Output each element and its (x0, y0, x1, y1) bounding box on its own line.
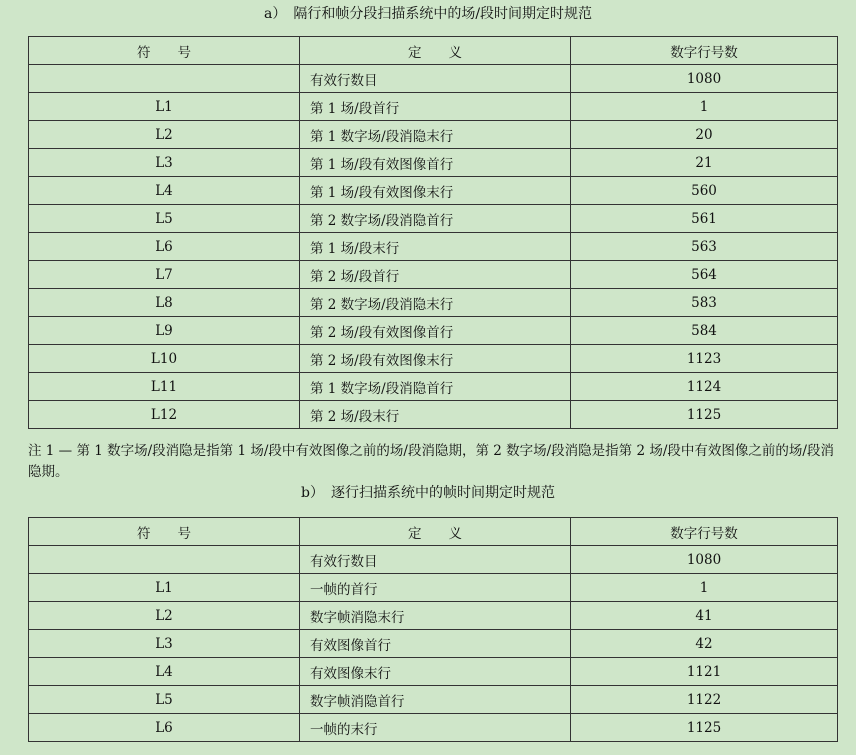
cell-symbol: L5 (29, 686, 300, 714)
table-row (29, 233, 838, 261)
cell-symbol (29, 546, 300, 574)
table-row (29, 289, 838, 317)
table-a-caption: a） 隔行和帧分段扫描系统中的场/段时间期定时规范 (263, 6, 593, 22)
cell-definition: 有效图像首行 (300, 630, 571, 658)
cell-symbol: L1 (29, 93, 300, 121)
table-row (29, 261, 838, 289)
cell-symbol: L12 (29, 401, 300, 429)
cell-definition: 第 2 场/段有效图像末行 (300, 345, 571, 373)
header-symbol: 符 号 (29, 518, 300, 546)
cell-symbol: L6 (29, 714, 300, 742)
cell-definition: 第 1 场/段末行 (300, 233, 571, 261)
cell-definition: 第 2 场/段末行 (300, 401, 571, 429)
cell-definition: 一帧的末行 (300, 714, 571, 742)
cell-line-number: 1121 (571, 658, 838, 686)
cell-symbol: L4 (29, 177, 300, 205)
table-row (29, 401, 838, 429)
cell-symbol: L7 (29, 261, 300, 289)
table-row (29, 658, 838, 686)
table-header-row (29, 518, 838, 546)
cell-definition: 数字帧消隐末行 (300, 602, 571, 630)
cell-line-number: 21 (571, 149, 838, 177)
cell-definition: 有效行数目 (300, 546, 571, 574)
table-row (29, 602, 838, 630)
cell-line-number: 1123 (571, 345, 838, 373)
cell-symbol: L5 (29, 205, 300, 233)
table-row (29, 65, 838, 93)
header-symbol: 符 号 (29, 37, 300, 65)
cell-definition: 第 2 场/段首行 (300, 261, 571, 289)
cell-line-number: 41 (571, 602, 838, 630)
cell-symbol: L6 (29, 233, 300, 261)
table-row (29, 686, 838, 714)
cell-definition: 第 1 场/段有效图像末行 (300, 177, 571, 205)
cell-symbol: L10 (29, 345, 300, 373)
cell-line-number: 1125 (571, 714, 838, 742)
cell-definition: 第 1 数字场/段消隐末行 (300, 121, 571, 149)
cell-definition: 第 2 数字场/段消隐末行 (300, 289, 571, 317)
cell-line-number: 20 (571, 121, 838, 149)
table-row (29, 345, 838, 373)
cell-symbol: L8 (29, 289, 300, 317)
header-line-number: 数字行号数 (571, 518, 838, 546)
table-row (29, 121, 838, 149)
table-row (29, 205, 838, 233)
cell-definition: 第 1 场/段首行 (300, 93, 571, 121)
header-definition: 定 义 (300, 518, 571, 546)
table-row (29, 317, 838, 345)
table-a (28, 36, 838, 429)
table-row (29, 574, 838, 602)
table-row (29, 546, 838, 574)
table-row (29, 177, 838, 205)
cell-definition: 第 1 数字场/段消隐首行 (300, 373, 571, 401)
table-row (29, 149, 838, 177)
cell-definition: 第 1 场/段有效图像首行 (300, 149, 571, 177)
cell-line-number: 561 (571, 205, 838, 233)
cell-line-number: 560 (571, 177, 838, 205)
cell-line-number: 1 (571, 93, 838, 121)
cell-symbol: L1 (29, 574, 300, 602)
table-row (29, 93, 838, 121)
cell-definition: 有效图像末行 (300, 658, 571, 686)
cell-line-number: 1124 (571, 373, 838, 401)
cell-symbol: L4 (29, 658, 300, 686)
cell-line-number: 584 (571, 317, 838, 345)
cell-line-number: 1125 (571, 401, 838, 429)
cell-symbol: L3 (29, 630, 300, 658)
cell-line-number: 42 (571, 630, 838, 658)
cell-line-number: 1080 (571, 546, 838, 574)
cell-symbol: L2 (29, 121, 300, 149)
cell-line-number: 564 (571, 261, 838, 289)
note-text: 注 1 — 第 1 数字场/段消隐是指第 1 场/段中有效图像之前的场/段消隐期，第 2 数字场/段消隐是指第 2 场/段中有效图像之前的场/段消隐期。 (28, 443, 834, 480)
table-row (29, 630, 838, 658)
cell-symbol: L11 (29, 373, 300, 401)
cell-line-number: 1080 (571, 65, 838, 93)
header-line-number: 数字行号数 (571, 37, 838, 65)
table-row (29, 714, 838, 742)
cell-line-number: 563 (571, 233, 838, 261)
cell-line-number: 1122 (571, 686, 838, 714)
cell-symbol: L2 (29, 602, 300, 630)
cell-definition: 有效行数目 (300, 65, 571, 93)
cell-definition: 第 2 数字场/段消隐首行 (300, 205, 571, 233)
table-header-row (29, 37, 838, 65)
header-definition: 定 义 (300, 37, 571, 65)
cell-definition: 第 2 场/段有效图像首行 (300, 317, 571, 345)
table-row (29, 373, 838, 401)
cell-definition: 数字帧消隐首行 (300, 686, 571, 714)
cell-line-number: 1 (571, 574, 838, 602)
cell-symbol: L3 (29, 149, 300, 177)
cell-line-number: 583 (571, 289, 838, 317)
cell-symbol: L9 (29, 317, 300, 345)
cell-symbol (29, 65, 300, 93)
table-b-caption: b） 逐行扫描系统中的帧时间期定时规范 (301, 485, 555, 501)
cell-definition: 一帧的首行 (300, 574, 571, 602)
table-b (28, 517, 838, 742)
